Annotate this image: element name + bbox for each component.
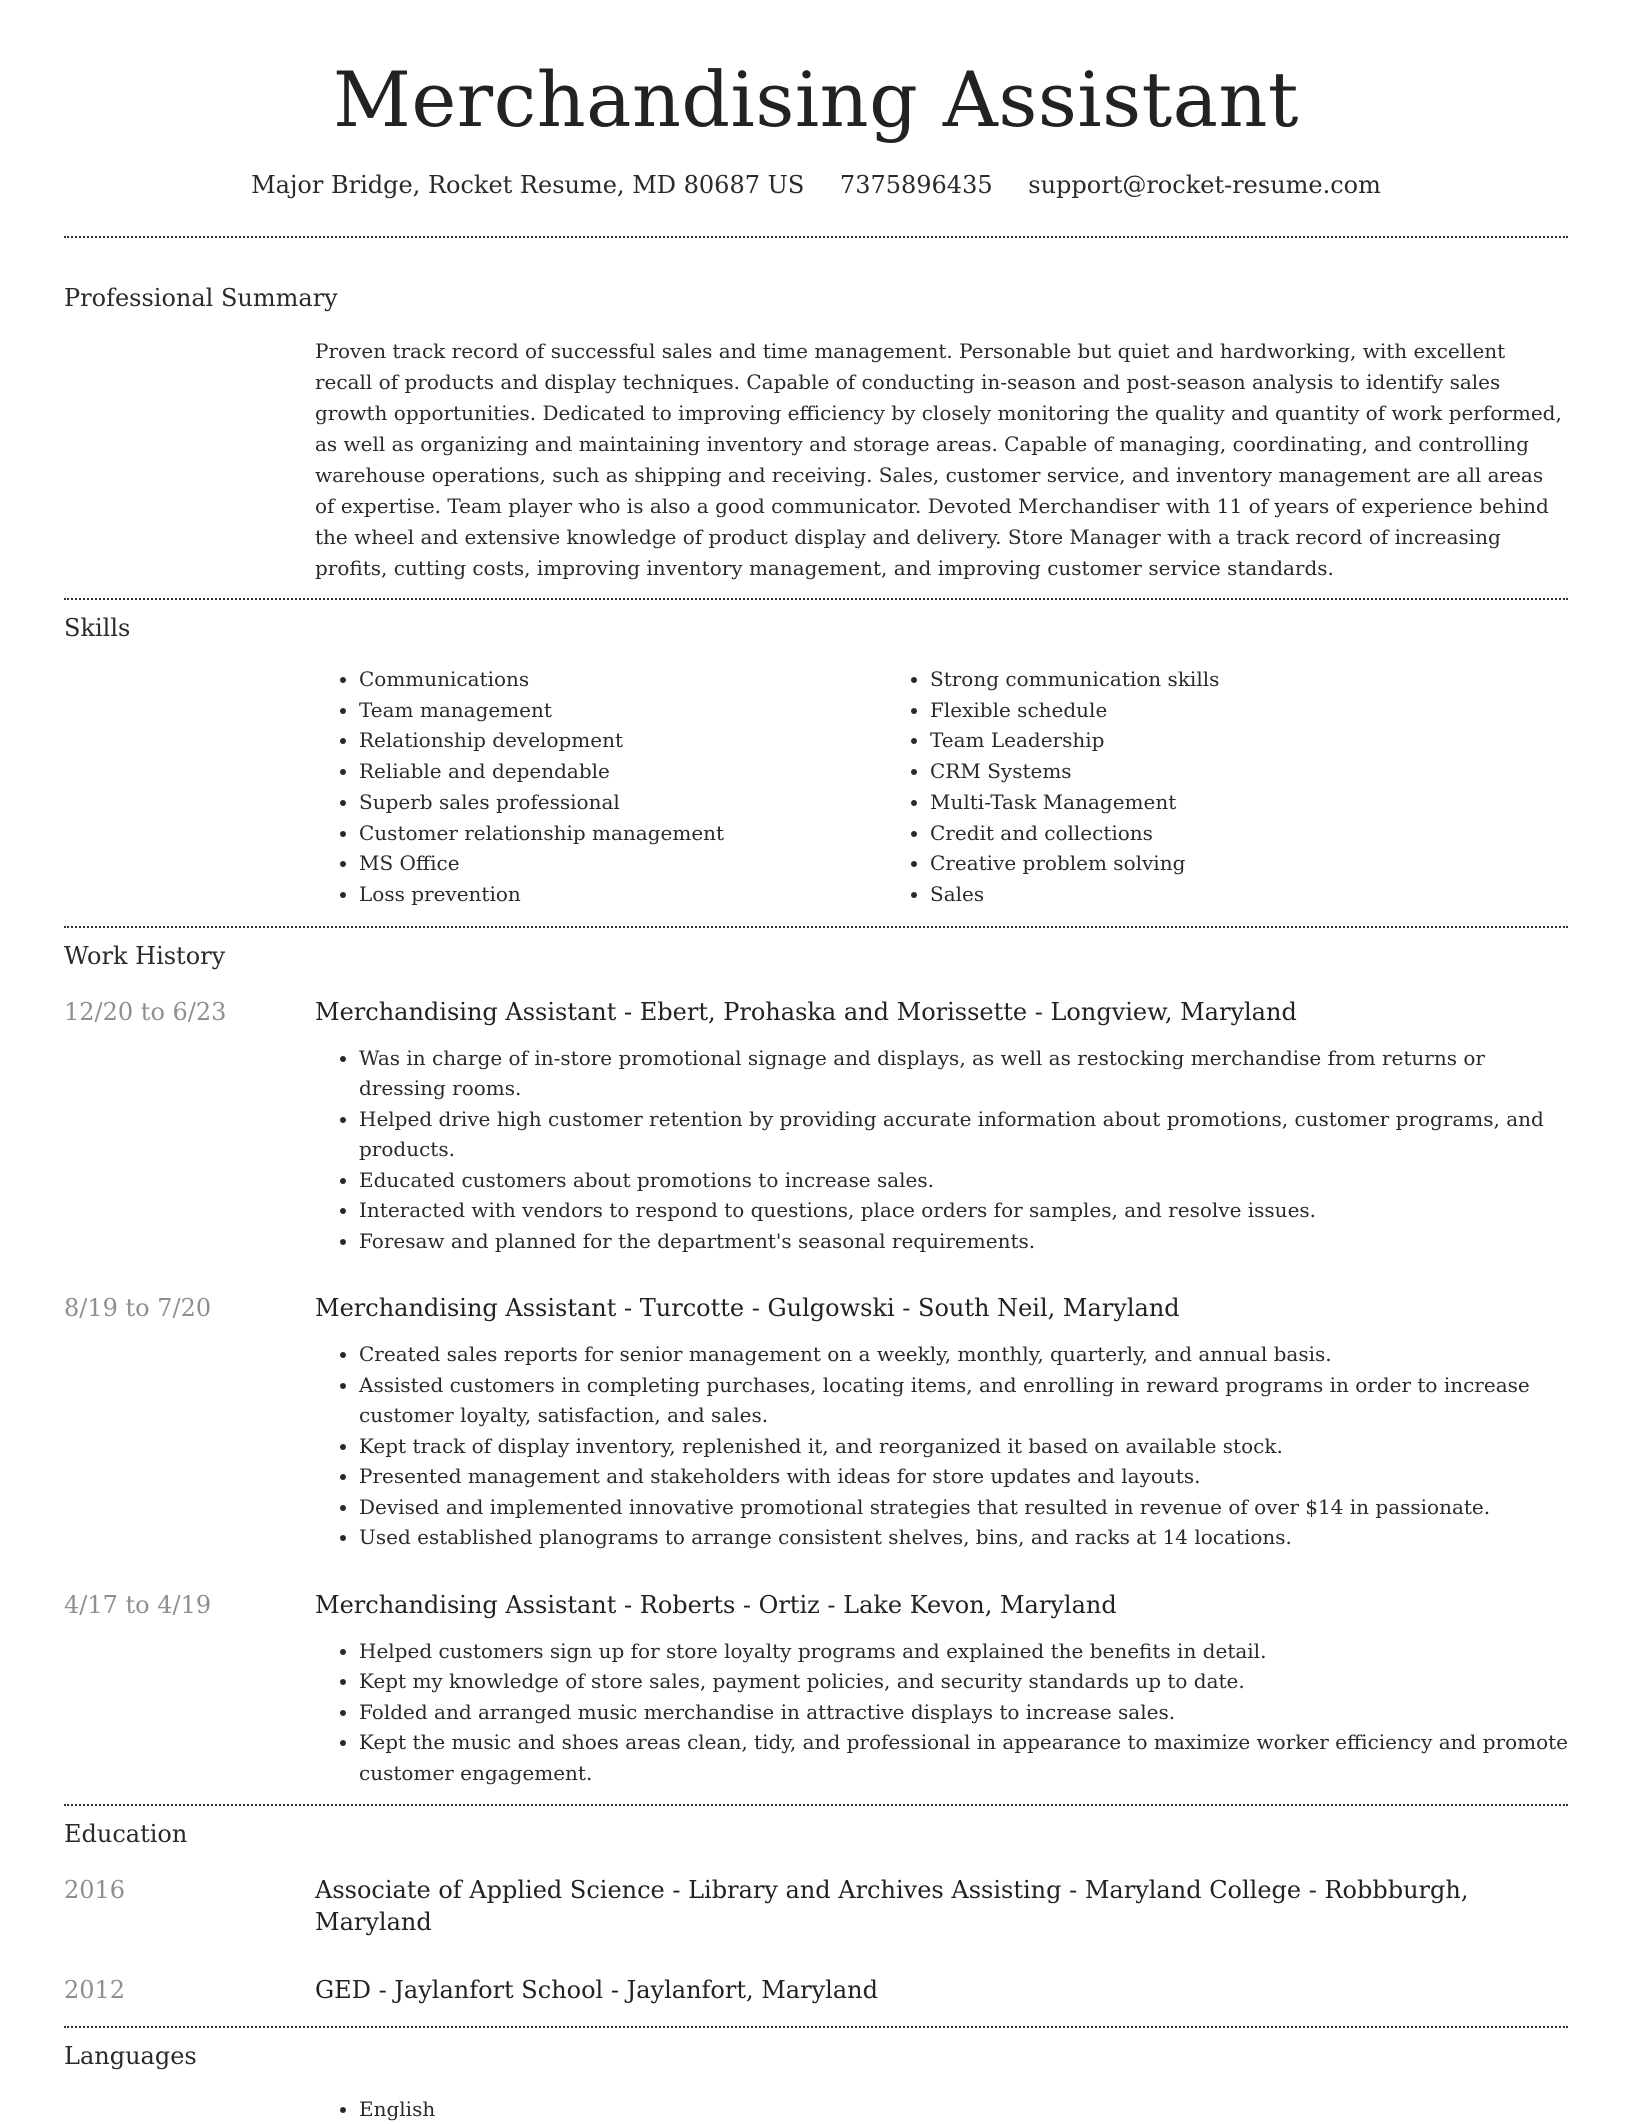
skill-item: • Superb sales professional <box>359 787 886 818</box>
skills-section <box>64 600 1568 910</box>
job-bullet: • Kept the music and shoes areas clean, tidy, and professional in appearance to maximize worker efficiency and promote customer engagement. <box>359 1727 1568 1788</box>
skill-item: • Relationship development <box>359 725 886 756</box>
section-heading-summary: Professional Summary <box>64 284 338 312</box>
skills-list-right <box>886 664 1526 910</box>
languages-section <box>64 2028 1568 2124</box>
skill-item: • Multi-Task Management <box>930 787 1526 818</box>
summary-section <box>64 238 1568 584</box>
job-bullet: • Used established planograms to arrange consistent shelves, bins, and racks at 14 locations. <box>359 1522 1568 1553</box>
education-section <box>64 1806 1568 2006</box>
resume-name: Merchandising Assistant <box>333 55 1299 144</box>
education-entry <box>64 1874 1568 1938</box>
skill-item: • MS Office <box>359 848 886 879</box>
job-bullet: • Interacted with vendors to respond to questions, place orders for samples, and resolve issues. <box>359 1195 1568 1226</box>
resume-page <box>64 0 1568 2124</box>
skills-columns <box>315 664 1568 910</box>
job-bullet: • Helped customers sign up for store loyalty programs and explained the benefits in detail. <box>359 1636 1568 1667</box>
skill-item: • Team management <box>359 695 886 726</box>
skill-item: • Creative problem solving <box>930 848 1526 879</box>
job-details <box>315 996 1568 1257</box>
skill-item: • CRM Systems <box>930 756 1526 787</box>
work-history-section <box>64 928 1568 1789</box>
language-item: • English <box>359 2094 1568 2124</box>
job-bullet: • Kept my knowledge of store sales, payment policies, and security standards up to date. <box>359 1666 1568 1697</box>
job-title: Merchandising Assistant - Ebert, Prohaska and Morissette - Longview, Maryland <box>315 997 1297 1026</box>
job-bullet: • Folded and arranged music merchandise in attractive displays to increase sales. <box>359 1697 1568 1728</box>
job-bullets <box>315 1339 1568 1553</box>
skill-item: • Flexible schedule <box>930 695 1526 726</box>
job-dates: 12/20 to 6/23 <box>64 997 227 1026</box>
job-dates: 4/17 to 4/19 <box>64 1590 212 1619</box>
skill-item: • Strong communication skills <box>930 664 1526 695</box>
summary-text: Proven track record of successful sales and time management. Personable but quiet and hardworking, with excellent recall of products and display techniques. Capable of conducting in-season and post-season analysis to identify sales growth opportunities. Dedicated to improving efficiency by closely monitoring the quality and quantity of work performed, as well as organizing and maintaining inventory and storage areas. Capable of managing, coordinating, and controlling warehouse operations, such as shipping and receiving. Sales, customer service, and inventory management are all areas of expertise. Team player who is also a good communicator. Devoted Merchandiser with 11 of years of experience behind the wheel and extensive knowledge of product display and delivery. Store Manager with a track record of increasing profits, cutting costs, improving inventory management, and improving customer service standards. <box>315 339 1562 580</box>
job-bullet: • Assisted customers in completing purchases, locating items, and enrolling in reward programs in order to increase customer loyalty, satisfaction, and sales. <box>359 1370 1568 1431</box>
job-bullet: • Created sales reports for senior management on a weekly, monthly, quarterly, and annual basis. <box>359 1339 1568 1370</box>
languages-list <box>315 2094 1568 2124</box>
job-dates: 8/19 to 7/20 <box>64 1294 212 1323</box>
skill-item: • Reliable and dependable <box>359 756 886 787</box>
education-year: 2016 <box>64 1876 126 1905</box>
education-degree: Associate of Applied Science - Library and Archives Assisting - Maryland College - Robbburgh, Maryland <box>315 1876 1469 1937</box>
education-entry <box>64 1974 1568 2006</box>
job-bullet: • Helped drive high customer retention by providing accurate information about promotions, customer programs, and products. <box>359 1104 1568 1165</box>
skill-item: • Loss prevention <box>359 879 886 910</box>
job-bullets <box>315 1043 1568 1257</box>
job-title: Merchandising Assistant - Roberts - Ortiz - Lake Kevon, Maryland <box>315 1590 1117 1619</box>
job-bullet: • Presented management and stakeholders with ideas for store updates and layouts. <box>359 1461 1568 1492</box>
contact-address: Major Bridge, Rocket Resume, MD 80687 US <box>251 171 805 199</box>
job-entry <box>64 1292 1568 1553</box>
contact-phone: 7375896435 <box>839 171 993 199</box>
job-details <box>315 1292 1568 1553</box>
job-bullet: • Foresaw and planned for the department's seasonal requirements. <box>359 1226 1568 1257</box>
job-title: Merchandising Assistant - Turcotte - Gulgowski - South Neil, Maryland <box>315 1294 1180 1323</box>
job-bullet: • Educated customers about promotions to increase sales. <box>359 1165 1568 1196</box>
skills-list-left <box>315 664 886 910</box>
job-details <box>315 1589 1568 1789</box>
contact-line <box>64 168 1568 202</box>
job-bullet: • Was in charge of in-store promotional signage and displays, as well as restocking merchandise from returns or dressing rooms. <box>359 1043 1568 1104</box>
job-entry <box>64 996 1568 1257</box>
section-heading-languages: Languages <box>64 2042 197 2071</box>
contact-email: support@rocket-resume.com <box>1028 171 1381 199</box>
skill-item: • Team Leadership <box>930 725 1526 756</box>
job-entry <box>64 1589 1568 1789</box>
section-heading-education: Education <box>64 1820 188 1849</box>
skill-item: • Communications <box>359 664 886 695</box>
job-bullets <box>315 1636 1568 1789</box>
skill-item: • Customer relationship management <box>359 818 886 849</box>
education-year: 2012 <box>64 1976 126 2005</box>
job-bullet: • Devised and implemented innovative promotional strategies that resulted in revenue of over $14 in passionate. <box>359 1492 1568 1523</box>
skill-item: • Sales <box>930 879 1526 910</box>
education-degree: GED - Jaylanfort School - Jaylanfort, Maryland <box>315 1976 878 2005</box>
job-bullet: • Kept track of display inventory, replenished it, and reorganized it based on available stock. <box>359 1431 1568 1462</box>
section-heading-work-history: Work History <box>64 941 226 970</box>
section-heading-skills: Skills <box>64 614 131 642</box>
skill-item: • Credit and collections <box>930 818 1526 849</box>
